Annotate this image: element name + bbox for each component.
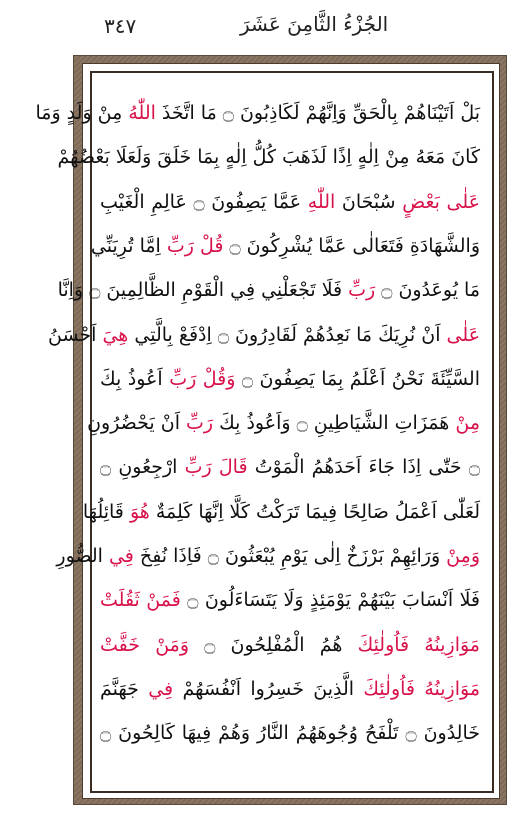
- text-segment: لَعَلّٰى اَعْمَلُ صَالِحًا فِيمَا تَرَكْتُ كَلَّا اِنَّهَا كَلِمَةٌ: [149, 500, 480, 523]
- text-line: [56, 538, 480, 574]
- text-line: [82, 494, 480, 530]
- text-segment: مِنْ وَلَدٍ وَمَا: [35, 102, 129, 124]
- text-segment: عَمَّا يَصِفُونَ ۝ عَالِمِ الْغَيْبِ: [100, 190, 308, 213]
- highlighted-word: هُوَ: [129, 500, 150, 523]
- highlighted-word: فِي: [108, 545, 134, 567]
- page-number: ٣٤٧: [104, 14, 137, 38]
- text-segment: اَنْ يَحْضُرُونِ: [87, 412, 187, 435]
- text-segment: مَا يُوعَدُونَ ۝: [375, 279, 480, 302]
- text-line: [47, 317, 480, 353]
- text-line: [35, 95, 480, 131]
- text-line: [100, 449, 480, 485]
- text-line: [100, 671, 480, 707]
- highlighted-word: وَقُلْ رَبِّ: [169, 367, 236, 390]
- highlighted-word: وَمِنْ: [446, 545, 480, 567]
- text-line: [100, 361, 480, 397]
- text-segment: اَعُوذُ بِكَ: [100, 367, 170, 390]
- juz-title: الجُزْءُ الثَّامِنَ عَشَرَ: [240, 12, 389, 36]
- highlighted-word: عَلٰى: [446, 323, 480, 346]
- text-segment: الصُّورِ: [56, 545, 109, 567]
- text-segment: جَهَنَّمَ: [100, 677, 149, 700]
- text-segment: السَّيِّئَةَ نَحْنُ اَعْلَمُ بِمَا يَصِفُونَ ۝: [235, 367, 480, 390]
- highlighted-word: قُلْ رَبِّ: [166, 234, 224, 257]
- text-segment: اَنْ نُرِيَكَ مَا نَعِدُهُمْ لَقَادِرُونَ ۝ اِدْفَعْ بِالَّتِي: [128, 323, 447, 346]
- text-segment: خَالِدُونَ ۝ تَلْفَحُ وُجُوهَهُمُ النَّارُ وَهُمْ فِيهَا كَالِحُونَ ۝: [100, 722, 481, 745]
- text-line: [87, 405, 480, 441]
- text-segment: وَالشَّهَادَةِ فَتَعَالٰى عَمَّا يُشْرِكُونَ ۝: [223, 234, 480, 257]
- text-segment: فَلَا اَنْسَابَ بَيْنَهُمْ يَوْمَئِذٍ وَلَا يَتَسَاءَلُونَ ۝: [180, 589, 480, 612]
- text-segment: فَلَا تَجْعَلْنِي فِي الْقَوْمِ الظَّالِمِينَ ۝ وَاِنَّا: [57, 279, 349, 302]
- text-segment: ارْجِعُونِ ۝: [100, 456, 185, 479]
- text-segment: قَائِلُهَا: [82, 500, 130, 523]
- highlighted-word: فَمَنْ ثَقُلَتْ: [100, 589, 181, 612]
- page-header: [0, 0, 518, 55]
- text-segment: بَلْ اَتَيْنَاهُمْ بِالْحَقِّ وَاِنَّهُمْ لَكَاذِبُونَ ۝ مَا اتَّخَذَ: [155, 102, 480, 124]
- text-segment: سُبْحَانَ: [335, 190, 403, 213]
- text-line: [100, 627, 480, 663]
- text-line: [100, 184, 480, 220]
- quran-text-block: [35, 95, 481, 760]
- text-line: [90, 228, 480, 264]
- highlighted-word: مِنْ: [455, 412, 480, 435]
- text-segment: اِمَّا تُرِيَنِّي: [90, 234, 167, 257]
- text-segment: اَحْسَنُ: [47, 323, 103, 346]
- text-segment: هُمُ الْمُفْلِحُونَ ۝: [189, 633, 358, 656]
- highlighted-word: فِي: [148, 677, 174, 700]
- text-segment: وَرَائِهِمْ بَرْزَخٌ اِلٰى يَوْمِ يُبْعَثُونَ ۝ فَاِذَا نُفِخَ: [133, 545, 447, 567]
- highlighted-word: وَمَنْ خَفَّتْ: [100, 633, 190, 656]
- highlighted-word: رَبِّ: [348, 279, 376, 302]
- highlighted-word: هِيَ: [102, 323, 129, 346]
- highlighted-word: عَلٰى بَعْضٍ: [402, 190, 481, 213]
- highlighted-word: اللّٰهِ: [307, 190, 336, 213]
- highlighted-word: قَالَ رَبِّ: [184, 456, 248, 479]
- text-segment: ۝ حَتّٰى اِذَا جَاءَ اَحَدَهُمُ الْمَوْتُ: [247, 456, 480, 479]
- text-line: [100, 582, 480, 618]
- text-segment: كَانَ مَعَهُ مِنْ اِلٰهٍ اِذًا لَذَهَبَ كُلُّ اِلٰهٍ بِمَا خَلَقَ وَلَعَلَا بَعْضُهُمْ: [57, 146, 480, 169]
- highlighted-word: مَوَازِينُهُ فَاُولٰئِكَ: [357, 633, 480, 656]
- highlighted-word: اللّٰهُ: [128, 102, 156, 124]
- text-segment: الَّذِينَ خَسِرُوا اَنْفُسَهُمْ: [173, 677, 364, 700]
- text-line: [57, 272, 480, 308]
- text-line: [100, 715, 480, 751]
- text-segment: هَمَزَاتِ الشَّيَاطِينِ ۝ وَاَعُوذُ بِكَ: [213, 412, 456, 435]
- text-line: [57, 139, 480, 175]
- highlighted-word: مَوَازِينُهُ فَاُولٰئِكَ: [363, 677, 480, 700]
- highlighted-word: رَبِّ: [186, 412, 214, 435]
